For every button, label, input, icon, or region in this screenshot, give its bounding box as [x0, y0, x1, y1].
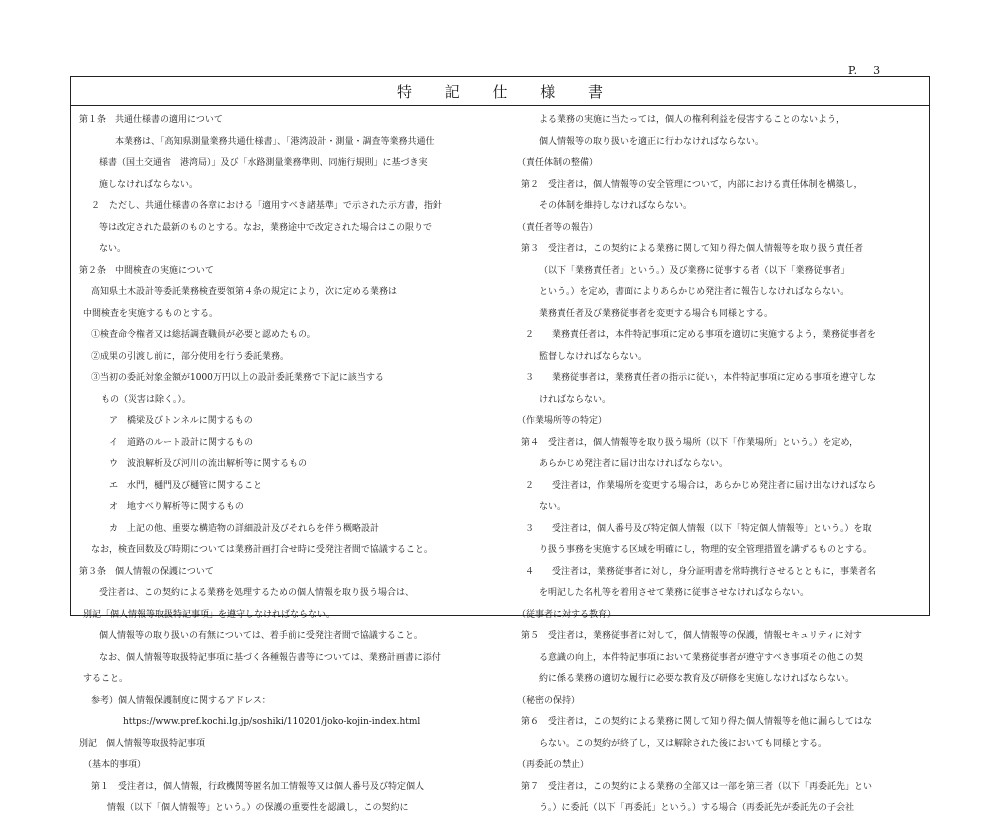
text-line: ４ 受注者は，業務従事者に対し，身分証明書を常時携行させるとともに，事業者名: [525, 566, 877, 577]
document-title: 特 記 仕 様 書: [396, 82, 618, 101]
text-line: 第２ 受注者は，個人情報等の安全管理について，内部における責任体制を構築し，: [521, 179, 863, 190]
text-line: 第２条 中間検査の実施について: [79, 265, 214, 276]
text-line: （従事者に対する教育）: [517, 609, 617, 620]
text-line: 第３条 個人情報の保護について: [79, 566, 214, 577]
text-line: オ 地すべり解析等に関するもの: [109, 502, 244, 512]
text-line: （秘密の保持）: [517, 695, 581, 706]
text-line: 施しなければならない。: [99, 179, 199, 190]
text-line: 監督しなければならない。: [539, 351, 648, 362]
text-line: る意識の向上，本件特記事項において業務従事者が遵守すべき事項その他この契: [539, 652, 863, 663]
text-line: 参考）個人情報保護制度に関するアドレス：: [91, 695, 271, 706]
page-number: P. 3: [848, 64, 881, 77]
text-line: 等は改定された最新のものとする。なお，業務途中で改定された場合はこの限りで: [99, 222, 433, 233]
text-line: 第１ 受注者は，個人情報，行政機関等匿名加工情報等又は個人番号及び特定個人: [91, 781, 425, 792]
text-line: ②成果の引渡し前に，部分使用を行う委託業務。: [91, 351, 290, 362]
text-line: 高知県土木設計等委託業務検査要領第４条の規定により，次に定める業務は: [91, 287, 398, 297]
text-line: もの（災害は除く。）。: [101, 394, 191, 405]
text-line: 業務責任者及び業務従事者を変更する場合も同様とする。: [539, 308, 774, 319]
text-line: なお，検査回数及び時期については業務計画打合せ時に受発注者間で協議すること。: [91, 545, 433, 555]
text-line: 第１条 共通仕様書の適用について: [79, 115, 223, 125]
text-line: よる業務の実施に当たっては，個人の権利利益を侵害することのないよう，: [539, 115, 846, 125]
text-line: エ 水門，樋門及び樋管に関すること: [109, 480, 263, 491]
document-body: [71, 106, 929, 813]
text-line: 約に係る業務の適切な履行に必要な教育及び研修を実施しなければならない。: [539, 674, 855, 684]
text-line: （作業場所等の特定）: [517, 416, 608, 426]
text-line: 第５ 受注者は，業務従事者に対して，個人情報等の保護，情報セキュリティに対す: [521, 631, 862, 641]
text-line: ③当初の委託対象金額が1000万円以上の設計委託業務で下記に該当する: [91, 373, 384, 383]
text-line: ３ 業務従事者は，業務責任者の指示に従い，本件特記事項に定める事項を遵守しな: [525, 373, 877, 383]
text-line: ①検査命令権者又は総括調査職員が必要と認めたもの。: [91, 330, 316, 340]
text-line: 第４ 受注者は，個人情報等を取り扱う場所（以下「作業場所」という。）を定め，: [521, 437, 859, 448]
text-line: イ 道路のルート設計に関するもの: [109, 437, 254, 448]
text-line: 第７ 受注者は，この契約による業務の全部又は一部を第三者（以下「再委託先」とい: [521, 781, 873, 792]
text-line: 第３ 受注者は，この契約による業務に関して知り得た個人情報等を取り扱う責任者: [521, 244, 864, 254]
text-line: 受注者は、この契約による業務を処理するための個人情報を取り扱う場合は、: [99, 588, 415, 598]
text-line: 様書（国土交通省 港湾局）」及び「水路測量業務準則、同施行規則」に基づき実: [99, 158, 428, 168]
title-bar: [71, 77, 929, 106]
text-line: 中間検査を実施するものとする。: [83, 308, 219, 319]
text-line: （再委託の禁止）: [517, 760, 590, 770]
text-line: あらかじめ発注者に届け出なければならない。: [539, 459, 729, 469]
text-line: その体制を維持しなければならない。: [539, 201, 693, 211]
text-line: らない。この契約が終了し，又は解除された後においても同様とする。: [539, 738, 828, 749]
text-line: を明記した名札等を着用させて業務に従事させなければならない。: [539, 588, 810, 598]
right-column: [517, 110, 925, 820]
text-line: う。）に委託（以下「再委託」という。）する場合（再委託先が委託先の子会社: [539, 803, 855, 813]
document-frame: [70, 76, 930, 813]
text-line: ウ 波浪解析及び河川の流出解析等に関するもの: [109, 459, 308, 469]
text-line: ない。: [99, 244, 127, 254]
text-line: ２ ただし、共通仕様書の各章における「適用すべき諸基準」で示された示方書，指針: [91, 201, 442, 211]
text-line: 個人情報等の取り扱いの有無については、着手前に受発注者間で協議すること。: [99, 631, 423, 641]
text-line: ２ 受注者は，作業場所を変更する場合は，あらかじめ発注者に届け出なければなら: [525, 480, 877, 491]
text-line: り扱う事務を実施する区域を明確にし，物理的安全管理措置を講ずるものとする。: [539, 545, 873, 555]
text-line: 別記「個人情報等取扱特記事項」を遵守しなければならない。: [83, 609, 336, 620]
text-line: 個人情報等の取り扱いを適正に行わなければならない。: [539, 136, 765, 147]
text-line: という。）を定め，書面によりあらかじめ発注者に報告しなければならない。: [539, 287, 850, 297]
text-line: ければならない。: [539, 394, 612, 405]
text-line: （責任者等の報告）: [517, 222, 599, 233]
text-line: （基本的事項）: [83, 760, 147, 770]
text-line: ア 橋梁及びトンネルに関するもの: [109, 416, 253, 426]
text-line: 情報（以下「個人情報等」という。）の保護の重要性を認識し，この契約に: [107, 803, 409, 813]
text-line: 第６ 受注者は，この契約による業務に関して知り得た個人情報等を他に漏らしてはな: [521, 717, 873, 727]
text-line: カ 上記の他、重要な構造物の詳細設計及びそれらを伴う概略設計: [109, 523, 380, 534]
text-line: 本業務は、「高知県測量業務共通仕様書」、「港湾設計・測量・調査等業務共通仕: [115, 136, 435, 147]
text-line: ２ 業務責任者は，本件特記事項に定める事項を適切に実施するよう，業務従事者を: [525, 330, 877, 340]
text-line: （以下「業務責任者」という。）及び業務に従事する者（以下「業務従事者」: [539, 265, 850, 276]
text-line: （責任体制の整備）: [517, 158, 599, 168]
left-column: [79, 110, 499, 820]
text-line: なお、個人情報等取扱特記事項に基づく各種報告書等については、業務計画書に添付: [99, 652, 441, 663]
text-line: https://www.pref.kochi.lg.jp/soshiki/110201/joko-kojin-index.html: [123, 717, 421, 727]
text-line: ３ 受注者は，個人番号及び特定個人情報（以下「特定個人情報等」という。）を取: [525, 523, 872, 534]
text-line: すること。: [83, 674, 129, 684]
text-line: 別記 個人情報等取扱特記事項: [79, 738, 206, 749]
text-line: ない。: [539, 502, 567, 512]
